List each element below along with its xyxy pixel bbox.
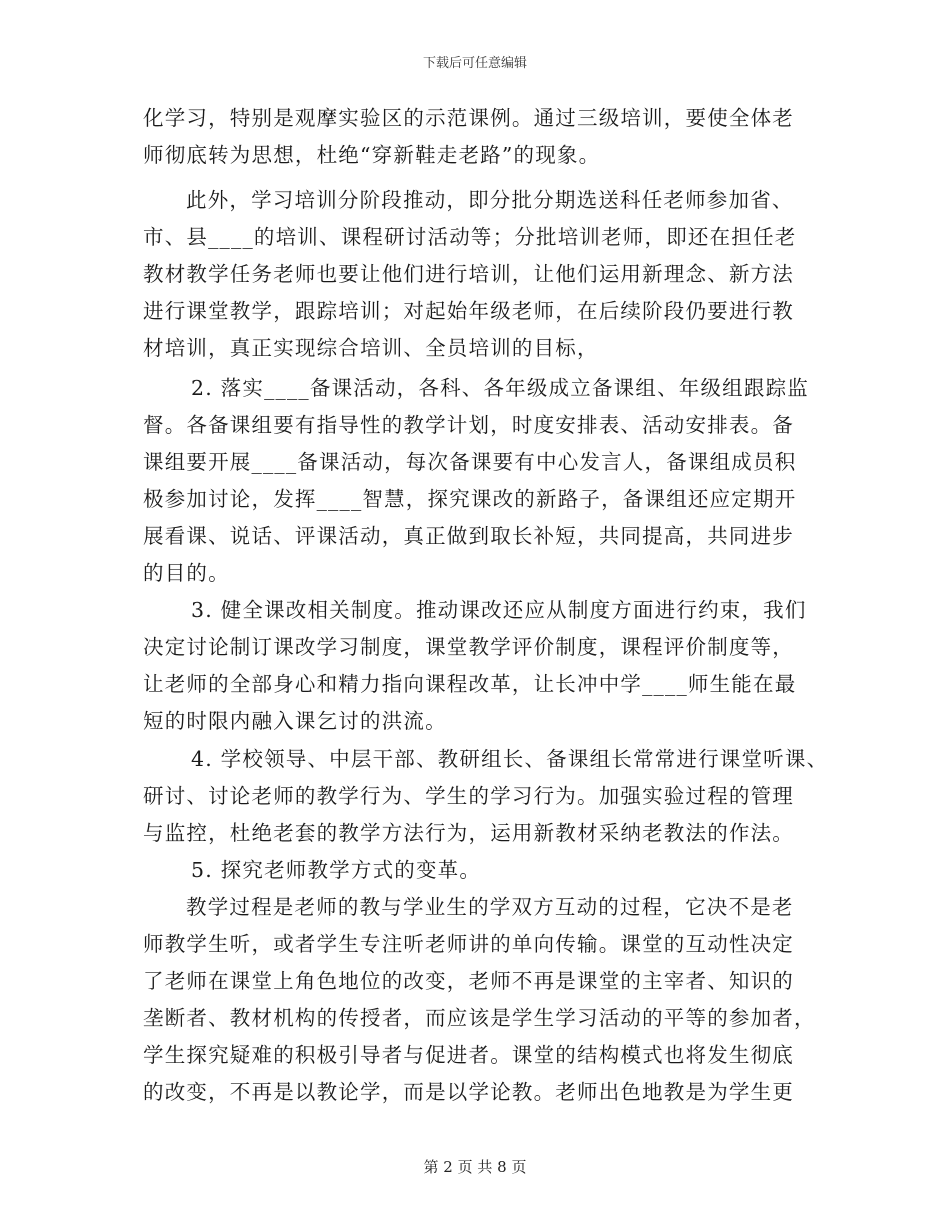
text-line: 的改变，不再是以教论学，而是以学论教。老师出色地教是为学生更 [143,1080,794,1104]
text-line: 决定讨论制订课改学习制度，课堂教学评价制度，课程评价制度等， [143,635,794,659]
text-line: 此外，学习培训分阶段推动，即分批分期选送科任老师参加省、 [186,188,794,212]
text-line: 教学过程是老师的教与学业生的学双方互动的过程，它决不是老 [186,895,794,919]
text-line: 短的时限内融入课乞讨的洪流。 [143,709,447,733]
text-line: 研讨、讨论老师的教学行为、学生的学习行为。加强实验过程的管理 [143,784,794,808]
text-line: 4. 学校领导、中层干部、教研组长、备课组长常常进行课堂听课、 [191,747,829,771]
text-line: 市、县____的培训、课程研讨活动等；分批培训老师，即还在担任老 [143,225,797,249]
text-line: 师彻底转为思想，杜绝“穿新鞋走老路”的现象。 [143,143,601,167]
text-line: 师教学生听，或者学生专注听老师讲的单向传输。课堂的互动性决定 [143,932,794,956]
text-line: 了老师在课堂上角色地位的改变，老师不再是课堂的主宰者、知识的 [143,969,794,993]
text-line: 学生探究疑难的积极引导者与促进者。课堂的结构模式也将发生彻底 [143,1043,794,1067]
text-line: 教材教学任务老师也要让他们进行培训，让他们运用新理念、新方法 [143,262,794,286]
text-line: 的目的。 [143,561,230,585]
text-line: 化学习，特别是观摩实验区的示范课例。通过三级培训，要使全体老 [143,106,794,130]
text-line: 展看课、说话、评课活动，真正做到取长补短，共同提高，共同进步 [143,524,794,548]
text-line: 材培训，真正实现综合培训、全员培训的目标， [143,336,599,360]
page-header: 下载后可任意编辑 [422,56,527,71]
text-line: 垄断者、教材机构的传授者，而应该是学生学习活动的平等的参加者， [143,1006,816,1030]
text-line: 进行课堂教学，跟踪培训；对起始年级老师，在后续阶段仍要进行教 [143,299,794,323]
text-line: 极参加讨论，发挥____智慧，探究课改的新路子，备课组还应定期开 [143,487,797,511]
text-line: 与监控，杜绝老套的教学方法行为，运用新教材采纳老教法的作法。 [143,821,794,845]
text-line: 让老师的全部身心和精力指向课程改革，让长冲中学____师生能在最 [143,672,797,696]
text-line: 5. 探究老师教学方式的变革。 [191,858,482,882]
text-line: 3. 健全课改相关制度。推动课改还应从制度方面进行约束，我们 [191,598,807,622]
text-line: 课组要开展____备课活动，每次备课要有中心发言人，备课组成员积 [143,450,797,474]
text-line: 督。各备课组要有指导性的教学计划，时度安排表、活动安排表。备 [143,413,794,437]
page-footer: 第 2 页 共 8 页 [423,1158,527,1176]
text-line: 2. 落实____备课活动，各科、各年级成立备课组、年级组跟踪监 [191,376,809,400]
